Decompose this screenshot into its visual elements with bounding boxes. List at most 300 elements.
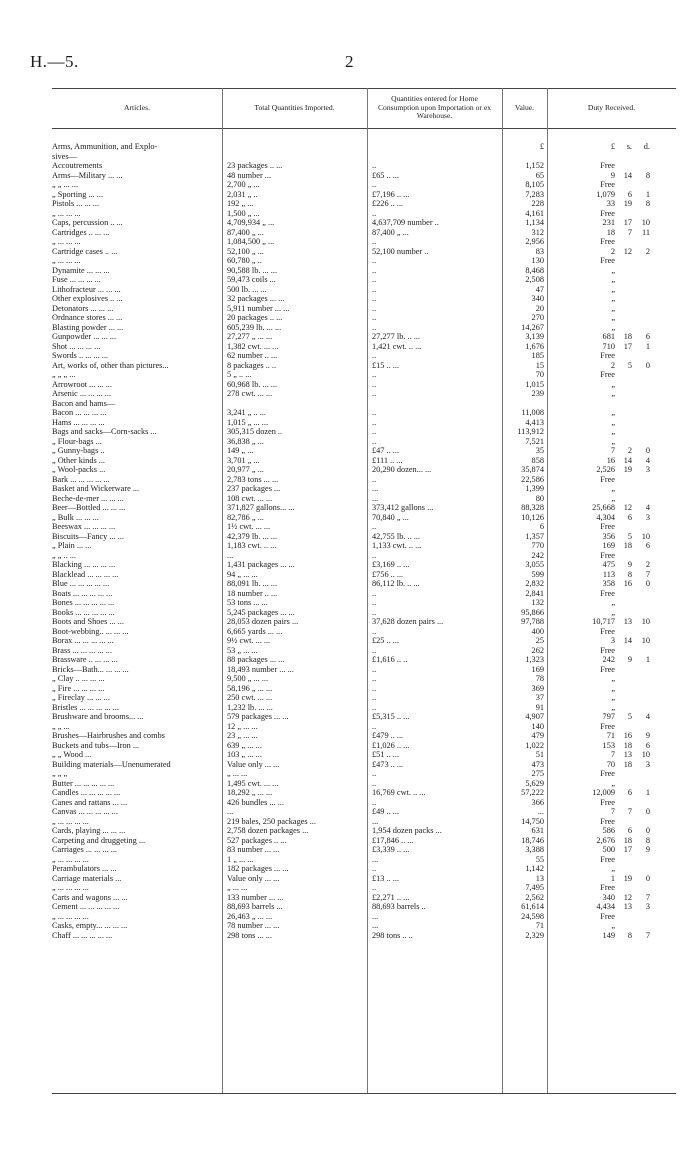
quantity-cell: 1 „ ... ... (227, 854, 254, 864)
duty-cell (552, 218, 676, 228)
article-cell: Buckets and tubs—Iron ... (52, 740, 140, 750)
quantity-cell: 82,786 „ ... (227, 512, 264, 522)
quantity-cell: 2,700 „ ... (227, 180, 260, 189)
quantity-cell: 53 tons ... ... (227, 598, 268, 607)
column-header-duty: Duty Received. (587, 102, 636, 112)
duty-cell (552, 399, 676, 409)
duty-cell (552, 199, 676, 209)
duty-shillings: 16 (623, 579, 632, 588)
quantity-cell (227, 152, 367, 162)
quantity-cell: 9,500 „ ... ... (227, 674, 269, 683)
duty-pounds: 18 (606, 227, 615, 237)
article-cell: Bricks—Bath... ... ... ... (52, 664, 129, 674)
quantity-cell: 2,758 dozen packages ... (227, 826, 309, 835)
quantity-cell: 605,239 lb. ... ... (227, 322, 282, 332)
value-cell: 3,388 (525, 845, 544, 854)
home-consumption-cell: 42,755 lb. .. ... (372, 531, 420, 541)
quantity-cell: 62 number .. ... (227, 351, 278, 360)
value-cell: 631 (531, 826, 544, 835)
home-consumption-cell: £25 .. ... (372, 636, 399, 645)
article-cell: Beer—Bottled ... ... ... (52, 503, 126, 512)
value-cell: 1,676 (525, 341, 544, 351)
article-cell: Brass ... ... ... ... ... (52, 645, 112, 655)
home-consumption-cell: £47 .. ... (372, 446, 399, 455)
quantity-cell: 1,232 lb. ... ... (227, 702, 273, 712)
duty-pounds: „ (611, 607, 615, 617)
home-consumption-cell: ... (372, 493, 379, 503)
duty-shillings: 5 (627, 531, 632, 541)
duty-pounds: 71 (606, 731, 615, 740)
home-consumption-cell: .. (372, 303, 377, 313)
duty-cell (552, 389, 676, 399)
quantity-cell: 1,183 cwt. .. ... (227, 541, 277, 550)
duty-shillings: 13 (623, 750, 632, 759)
duty-pounds: Free (600, 351, 615, 360)
duty-cell (552, 693, 676, 703)
article-cell: „ Bulk ... ... ... (52, 512, 99, 522)
value-cell (502, 152, 544, 162)
duty-shillings: 6 (627, 826, 632, 835)
value-cell: 8,468 (525, 265, 544, 275)
home-consumption-cell: £479 .. ... (372, 731, 404, 740)
duty-cell (552, 665, 676, 675)
home-consumption-cell: .. (372, 161, 377, 170)
value-cell: 369 (531, 683, 544, 693)
value-cell: 91 (535, 702, 544, 712)
duty-cell (552, 712, 676, 722)
value-cell: 1,142 (525, 864, 544, 873)
article-cell: „ „ „ (52, 769, 68, 778)
duty-pounds: Free (600, 721, 615, 731)
article-cell: „ „ .. ... (52, 550, 76, 560)
quantity-cell: ... (227, 550, 234, 560)
column-header-value: Value. (514, 102, 535, 112)
duty-cell (552, 703, 676, 713)
duty-pounds: 12,009 (592, 788, 615, 797)
value-cell: 340 (531, 294, 544, 303)
value-cell: 1,152 (525, 161, 544, 170)
duty-pounds: Free (600, 474, 615, 484)
home-consumption-cell (372, 142, 504, 152)
duty-cell (552, 465, 676, 475)
duty-pounds: „ (611, 313, 615, 322)
home-consumption-cell (372, 399, 504, 409)
article-cell: „ „ Wood ... (52, 750, 92, 759)
quantity-cell: „ ... ... (227, 769, 248, 778)
value-cell: 14,750 (521, 816, 544, 826)
value-cell: 61,614 (521, 902, 544, 911)
value-cell: 2,956 (525, 237, 544, 246)
duty-pounds: Free (600, 769, 615, 778)
article-cell: Books ... ... ... ... ... (52, 607, 115, 617)
value-cell: 25 (535, 636, 544, 645)
duty-cell (552, 608, 676, 618)
article-cell: Carriage materials ... (52, 873, 122, 883)
value-cell: 1,323 (525, 655, 544, 664)
duty-pence: 8 (645, 170, 650, 180)
quantity-cell: Value only ... ... (227, 759, 280, 769)
duty-pence: 0 (645, 446, 650, 455)
table-bottom-rule (52, 1093, 676, 1094)
article-cell: Hams ... ... ... ... (52, 417, 105, 427)
home-consumption-cell: ... (372, 911, 379, 921)
value-cell: 858 (531, 455, 544, 465)
home-consumption-cell: £226 .. ... (372, 199, 404, 208)
value-cell: 473 (531, 759, 544, 769)
value-cell: 1,015 (525, 379, 544, 389)
duty-cell (552, 275, 676, 285)
home-consumption-cell: .. (372, 408, 377, 417)
article-cell: Bacon and hams— (52, 398, 116, 408)
duty-cell (552, 532, 676, 542)
duty-pounds: „ (611, 598, 615, 607)
quantity-cell: 90,588 lb. ... ... (227, 265, 278, 275)
column-divider (547, 88, 548, 1093)
duty-cell (552, 190, 676, 200)
duty-shillings: 13 (623, 902, 632, 911)
duty-cell (552, 655, 676, 665)
quantity-cell: 500 lb. ... ... (227, 284, 267, 294)
duty-pounds: 7 (610, 807, 615, 816)
duty-pounds: 2 (610, 246, 615, 256)
home-consumption-cell: £5,315 .. ... (372, 712, 410, 721)
duty-cell (552, 807, 676, 817)
article-cell: „ „ ... ... (52, 180, 79, 189)
quantity-cell: 219 bales, 250 packages ... (227, 816, 316, 826)
duty-cell (552, 380, 676, 390)
home-consumption-cell: .. (372, 693, 377, 702)
value-cell: 57,222 (521, 788, 544, 797)
duty-shillings: s. (626, 142, 632, 151)
home-consumption-cell: 27,277 lb. .. ... (372, 332, 420, 341)
duty-cell (552, 171, 676, 181)
article-cell: „ ... ... ... (52, 256, 81, 265)
duty-pence: 8 (645, 835, 650, 845)
value-cell: 400 (531, 626, 544, 636)
quantity-cell: 26,463 „ ... ... (227, 911, 273, 921)
quantity-cell: 88,693 barrels ... (227, 902, 283, 911)
duty-cell (552, 256, 676, 266)
article-cell: Basket and Wickerware ... (52, 484, 140, 493)
home-consumption-cell: 373,412 gallons ... (372, 503, 434, 512)
duty-shillings: 18 (623, 541, 632, 550)
duty-cell (552, 779, 676, 789)
value-cell: 55 (535, 854, 544, 864)
home-consumption-cell: ... (372, 816, 379, 826)
home-consumption-cell: £3,169 .. ... (372, 560, 410, 569)
duty-pounds: „ (611, 379, 615, 389)
duty-cell (552, 912, 676, 922)
duty-cell (552, 636, 676, 646)
duty-shillings: 6 (627, 512, 632, 522)
quantity-cell: 88,091 lb. ... ... (227, 579, 278, 588)
duty-pence: 1 (645, 341, 650, 351)
quantity-cell: 52,100 „ ... (227, 246, 264, 256)
duty-cell (552, 722, 676, 732)
duty-cell (552, 798, 676, 808)
duty-pence: 6 (645, 541, 650, 550)
duty-pounds: 1 (610, 873, 615, 883)
home-consumption-cell: .. (372, 645, 377, 655)
duty-cell (552, 589, 676, 599)
duty-pence: 10 (641, 617, 650, 626)
value-cell: 80 (535, 493, 544, 503)
article-cell: Carts and wagons ... ... (52, 892, 128, 902)
duty-cell (552, 503, 676, 513)
duty-cell (552, 769, 676, 779)
home-consumption-cell: .. (372, 180, 377, 189)
duty-cell (552, 361, 676, 371)
quantity-cell (227, 399, 367, 409)
duty-cell (552, 883, 676, 893)
duty-cell (552, 921, 676, 931)
value-cell: 10,126 (521, 512, 544, 522)
duty-cell (552, 313, 676, 323)
duty-shillings: 6 (627, 788, 632, 797)
duty-cell (552, 323, 676, 333)
quantity-cell: 182 packages ... ... (227, 864, 289, 873)
duty-pounds: 169 (602, 541, 615, 550)
duty-pounds: „ (611, 265, 615, 275)
duty-cell (552, 161, 676, 171)
value-cell: 113,912 (517, 427, 544, 436)
article-cell: Butter ... ... ... ... ... (52, 778, 115, 788)
value-cell: 71 (535, 921, 544, 930)
duty-pounds: „ (611, 322, 615, 332)
value-cell: 51 (535, 750, 544, 759)
home-consumption-cell: 16,769 cwt. .. ... (372, 788, 426, 797)
quantity-cell: 250 cwt. ... ... (227, 693, 273, 702)
quantity-cell: ... (227, 807, 234, 816)
duty-pence: 1 (645, 788, 650, 797)
quantity-cell: 83 number ... ... (227, 845, 280, 854)
value-cell: 228 (531, 199, 544, 208)
quantity-cell: 1,084,500 „ ... (227, 237, 275, 246)
value-cell: 22,586 (521, 474, 544, 484)
quantity-cell: 28,053 dozen pairs ... (227, 617, 299, 626)
article-cell: Art, works of, other than pictures... (52, 360, 169, 370)
article-cell: Bones ... ... ... ... ... (52, 598, 115, 607)
quantity-cell (227, 142, 367, 152)
article-cell: Boots and Shoes ... ... (52, 617, 124, 626)
quantity-cell: 58,196 „ ... ... (227, 683, 273, 693)
home-consumption-cell: .. (372, 351, 377, 360)
home-consumption-cell: ... (372, 921, 379, 930)
article-cell: Arms, Ammunition, and Explo- (52, 142, 158, 151)
duty-shillings: 5 (627, 360, 632, 370)
duty-pence: 8 (645, 199, 650, 208)
value-cell: 2,562 (525, 892, 544, 902)
article-cell: „ Wool-packs ... (52, 465, 106, 474)
home-consumption-cell: 52,100 number .. (372, 246, 429, 256)
duty-shillings: 2 (627, 446, 632, 455)
value-cell: 37 (535, 693, 544, 702)
value-cell: 8,105 (525, 180, 544, 189)
article-cell: Lithofracteur ... ... ... (52, 284, 121, 294)
home-consumption-cell: .. (372, 778, 377, 788)
duty-cell (552, 446, 676, 456)
home-consumption-cell: ... (372, 854, 379, 864)
quantity-cell: 1,382 cwt. ... ... (227, 341, 279, 351)
quantity-cell: 94 „ ... ... (227, 569, 258, 579)
quantity-cell: 23 packages .. ... (227, 161, 283, 170)
home-consumption-cell: .. (372, 883, 377, 892)
duty-cell (552, 180, 676, 190)
value-cell: 15 (535, 360, 544, 370)
home-consumption-cell: .. (372, 664, 377, 674)
quantity-cell: 32 packages ... ... (227, 294, 285, 303)
article-cell: Ordnance stores ... ... (52, 313, 123, 322)
value-cell: 312 (531, 227, 544, 237)
duty-shillings: 17 (623, 341, 632, 351)
home-consumption-cell: .. (372, 275, 377, 284)
quantity-cell: 88 packages ... ... (227, 655, 285, 664)
table-header-rule (52, 128, 676, 129)
duty-shillings: 6 (627, 189, 632, 199)
article-cell: Biscuits—Fancy ... ... (52, 531, 124, 541)
value-cell: 1,022 (525, 740, 544, 750)
article-cell: Brushes—Hairbrushes and combs (52, 731, 165, 740)
article-cell: „ Sporting ... ... (52, 189, 103, 199)
duty-cell (552, 931, 676, 941)
article-cell: Shot ... ... ... ... (52, 341, 101, 351)
quantity-cell: 1½ cwt. ... ... (227, 522, 271, 531)
quantity-cell: 87,400 „ ... (227, 227, 264, 237)
duty-pence: 2 (645, 246, 650, 256)
duty-shillings: 17 (623, 218, 632, 227)
value-cell: 479 (531, 731, 544, 740)
article-cell: Arrowroot ... ... ... (52, 379, 112, 389)
quantity-cell: 1,500 „ ... (227, 208, 260, 218)
duty-pence: 6 (645, 740, 650, 750)
home-consumption-cell: £1,026 .. ... (372, 740, 410, 750)
duty-cell (552, 864, 676, 874)
quantity-cell: 20,977 „ ... (227, 465, 264, 474)
duty-pounds: „ (611, 484, 615, 493)
duty-pence: 10 (641, 218, 650, 227)
home-consumption-cell: ... (372, 484, 379, 493)
duty-pence: 0 (645, 873, 650, 883)
duty-pounds: 7 (610, 750, 615, 759)
duty-shillings: 14 (623, 455, 632, 465)
value-cell: 130 (531, 256, 544, 265)
duty-pounds: 681 (602, 332, 615, 341)
duty-pounds: Free (600, 854, 615, 864)
home-consumption-cell: £3,339 .. ... (372, 845, 410, 854)
duty-pounds: „ (611, 427, 615, 436)
duty-cell (552, 494, 676, 504)
quantity-cell: 133 number ... ... (227, 892, 284, 902)
value-cell: 4,413 (525, 417, 544, 427)
home-consumption-cell: 1,133 cwt. .. ... (372, 541, 422, 550)
article-cell: „ ... ... ... ... (52, 911, 89, 921)
quantity-cell: 4,709,934 „ ... (227, 218, 275, 227)
value-cell: 11,008 (521, 408, 544, 417)
quantity-cell: 298 tons ... ... (227, 930, 272, 940)
duty-pence: 4 (645, 455, 650, 465)
home-consumption-cell: £17,846 .. ... (372, 835, 414, 845)
quantity-cell: 1,431 packages ... ... (227, 560, 295, 569)
duty-cell (552, 826, 676, 836)
article-cell: Other explosives .. ... (52, 294, 123, 303)
duty-pounds: 113 (602, 569, 615, 579)
duty-cell (552, 551, 676, 561)
duty-shillings: 18 (623, 759, 632, 769)
duty-shillings: 12 (623, 892, 632, 902)
home-consumption-cell: .. (372, 265, 377, 275)
home-consumption-cell: .. (372, 864, 377, 873)
quantity-cell: 53 „ ... ... (227, 645, 258, 655)
duty-pence: 7 (645, 569, 650, 579)
duty-cell (552, 750, 676, 760)
duty-cell (552, 902, 676, 912)
duty-pounds: 153 (602, 740, 615, 750)
duty-pounds: 70 (606, 759, 615, 769)
quantity-cell: 639 „ ... ... (227, 740, 262, 750)
article-cell: Blacking ... ... ... ... (52, 560, 116, 569)
home-consumption-cell: .. (372, 721, 377, 731)
home-consumption-cell: .. (372, 598, 377, 607)
duty-pence: 10 (641, 750, 650, 759)
duty-pounds: Free (600, 797, 615, 807)
article-cell: „ Plain ... ... (52, 541, 92, 550)
article-cell: Blasting powder ... ... (52, 322, 124, 332)
duty-pounds: „ (611, 284, 615, 294)
article-cell: Carriages ... ... ... ... (52, 845, 117, 854)
value-cell: 185 (531, 351, 544, 360)
duty-pounds: Free (600, 370, 615, 379)
duty-cell (552, 570, 676, 580)
article-cell: Beche-de-mer ... ... ... (52, 493, 124, 503)
duty-shillings: 14 (623, 170, 632, 180)
home-consumption-cell: .. (372, 702, 377, 712)
duty-cell (552, 152, 676, 162)
duty-pounds: 231 (602, 218, 615, 227)
quantity-cell: Value only ... ... (227, 873, 280, 883)
duty-shillings: 8 (627, 569, 632, 579)
article-cell: Casks, empty... ... ... ... (52, 921, 128, 930)
quantity-cell: 192 „ ... (227, 199, 254, 208)
value-cell: 24,598 (521, 911, 544, 921)
article-cell: Bacon ... ... ... ... (52, 408, 107, 417)
home-consumption-cell: £756 .. ... (372, 569, 404, 579)
value-cell: 2,841 (525, 588, 544, 598)
home-consumption-cell: .. (372, 379, 377, 389)
value-cell: 97,788 (521, 617, 544, 626)
home-consumption-cell: .. (372, 389, 377, 398)
quantity-cell: 12 „ ... ... (227, 721, 258, 731)
value-cell: 770 (531, 541, 544, 550)
home-consumption-cell: .. (372, 256, 377, 265)
duty-pounds: Free (600, 883, 615, 892)
article-cell: Bark ... ... ... ... ... (52, 474, 110, 484)
quantity-cell: 108 cwt. ... ... (227, 493, 273, 503)
article-cell: Brushware and brooms... ... (52, 712, 144, 721)
duty-shillings: 9 (627, 655, 632, 664)
duty-pence: 1 (645, 189, 650, 199)
value-cell: 599 (531, 569, 544, 579)
home-consumption-cell: .. (372, 626, 377, 636)
quantity-cell: 18,292 „ ... ... (227, 788, 273, 797)
article-cell: Blue ... ... ... ... ... (52, 579, 110, 588)
duty-shillings: 19 (623, 465, 632, 474)
home-consumption-cell: 88,693 barrels .. (372, 902, 426, 911)
duty-cell (552, 285, 676, 295)
home-consumption-cell: .. (372, 474, 377, 484)
duty-shillings: 12 (623, 503, 632, 512)
duty-cell (552, 456, 676, 466)
duty-pounds: 149 (602, 930, 615, 940)
